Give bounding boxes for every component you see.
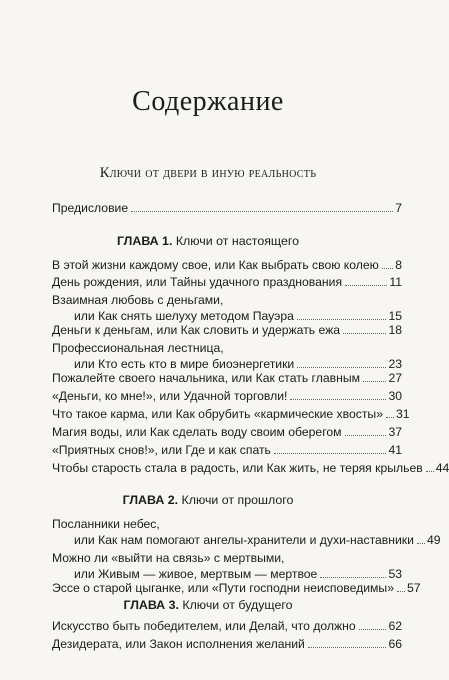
toc-entry-text: «Деньги, ко мне!», или Удачной торговли! [52, 389, 288, 403]
toc-entry [52, 370, 402, 386]
toc-entry-line [52, 406, 410, 422]
toc-entry-preface [52, 200, 402, 216]
dot-leader [343, 333, 386, 334]
toc-entry-text: или Живым — живое, мертвым — мертвое [74, 567, 318, 581]
toc-entry-line [52, 460, 449, 476]
toc-entry [52, 292, 402, 324]
toc-page-number: 44 [435, 461, 449, 475]
toc-entry-line [52, 580, 421, 596]
toc-entry [52, 516, 441, 548]
toc-entry [52, 442, 402, 458]
dot-leader [131, 211, 393, 212]
chapter-label: ГЛАВА 1. [116, 234, 173, 248]
toc-entry-text: Пожалейте своего начальника, или Как стать главным [52, 371, 360, 385]
toc-page-number: 27 [388, 371, 402, 385]
toc-entry-text: Дезидерата, или Закон исполнения желаний [52, 637, 305, 651]
toc-entry-line [52, 532, 441, 548]
toc-page-number: 18 [388, 323, 402, 337]
book-subtitle: Ключи от двери в иную реальность [99, 165, 317, 181]
dot-leader [397, 591, 405, 592]
toc-entry [52, 636, 402, 652]
page-title: Содержание [132, 86, 284, 117]
chapter-label: ГЛАВА 3. [123, 598, 179, 612]
toc-page-number: 62 [388, 619, 402, 633]
chapter-label: ГЛАВА 2. [122, 493, 179, 507]
dot-leader [417, 543, 425, 544]
chapter-heading [0, 598, 416, 612]
dot-leader [386, 417, 394, 418]
toc-entry-line [52, 340, 402, 356]
dot-leader [290, 399, 386, 400]
toc-entry-text: Профессиональная лестница, [52, 341, 224, 355]
toc-entry-text: Предисловие [52, 201, 129, 215]
toc-entry-line [52, 636, 402, 652]
toc-entry-line [52, 618, 402, 634]
toc-entry-line [52, 388, 402, 404]
toc-entry-line [52, 442, 402, 458]
chapter-name: Ключи от настоящего [175, 234, 300, 248]
toc-page-number: 41 [388, 443, 402, 457]
toc-entry [52, 580, 421, 596]
toc-entry [52, 550, 402, 582]
dot-leader [426, 471, 434, 472]
chapter-heading [0, 493, 416, 507]
toc-entry-text: Деньги к деньгам, или Как словить и удержать ежа [52, 323, 341, 337]
toc-page-number: 15 [388, 309, 402, 323]
toc-entry [52, 257, 402, 273]
toc-entry-text: Магия воды, или Как сделать воду своим оберегом [52, 425, 342, 439]
toc-entry-text: Посланники небес, [52, 517, 160, 531]
toc-page-number: 11 [389, 275, 402, 289]
toc-entry-text: Эссе о старой цыганке, или «Пути господни неисповедимы» [52, 581, 394, 595]
toc-entry-text: или Как нам помогают ангелы-хранители и духи-наставники [74, 533, 414, 547]
toc-entry-text: Можно ли «выйти на связь» с мертвыми, [52, 551, 285, 565]
toc-entry [52, 460, 449, 476]
toc-entry [52, 424, 402, 440]
toc-entry [52, 388, 402, 404]
dot-leader [359, 629, 387, 630]
toc-entry [52, 322, 402, 338]
toc-page-number: 37 [388, 425, 402, 439]
toc-page-number: 7 [395, 201, 402, 215]
toc-page-number: 23 [388, 357, 402, 371]
toc-entry-text: «Приятных снов!», или Где и как спать [52, 443, 271, 457]
toc-page-number: 66 [388, 637, 402, 651]
dot-leader [363, 381, 386, 382]
toc-page-number: 31 [395, 407, 410, 421]
toc-page-number: 57 [406, 581, 421, 595]
toc-entry-line [52, 200, 402, 216]
dot-leader [308, 647, 387, 648]
toc-entry-line [52, 550, 402, 566]
dot-leader [382, 268, 393, 269]
dot-leader [297, 319, 387, 320]
toc-page-number: 30 [388, 389, 402, 403]
chapter-heading [0, 234, 416, 248]
dot-leader [345, 285, 387, 286]
dot-leader [320, 577, 386, 578]
toc-entry [52, 406, 410, 422]
toc-entry-text: или Как снять шелуху методом Пауэра [74, 309, 294, 323]
toc-entry-line [52, 274, 402, 290]
toc-entry-text: Чтобы старость стала в радость, или Как жить, не теряя крыльев [52, 461, 423, 475]
toc-entry-text: или Кто есть кто в мире биоэнергетики [74, 357, 295, 371]
toc-entry-line [52, 292, 402, 308]
toc-entry [52, 274, 402, 290]
toc-entry-line [52, 370, 402, 386]
dot-leader [297, 367, 386, 368]
toc-page-number: 8 [395, 258, 402, 272]
toc-entry-text: Взаимная любовь с деньгами, [52, 293, 224, 307]
toc-entry-line [52, 424, 402, 440]
dot-leader [345, 435, 387, 436]
toc-page-number: 49 [426, 533, 441, 547]
toc-entry-line [52, 322, 402, 338]
chapter-name: Ключи от прошлого [181, 493, 294, 507]
toc-entry-text: В этой жизни каждому свое, или Как выбрать свою колею [52, 258, 379, 272]
toc-entry-line [52, 516, 402, 532]
toc-entry-text: Что такое карма, или Как обрубить «кармические хвосты» [52, 407, 383, 421]
chapter-name: Ключи от будущего [182, 598, 293, 612]
toc-page-number: 53 [388, 567, 402, 581]
toc-entry [52, 618, 402, 634]
toc-entry-text: День рождения, или Тайны удачного празднования [52, 275, 343, 289]
toc-entry [52, 340, 402, 372]
toc-entry-line [52, 257, 402, 273]
dot-leader [274, 453, 387, 454]
toc-entry-text: Искусство быть победителем, или Делай, что должно [52, 619, 356, 633]
